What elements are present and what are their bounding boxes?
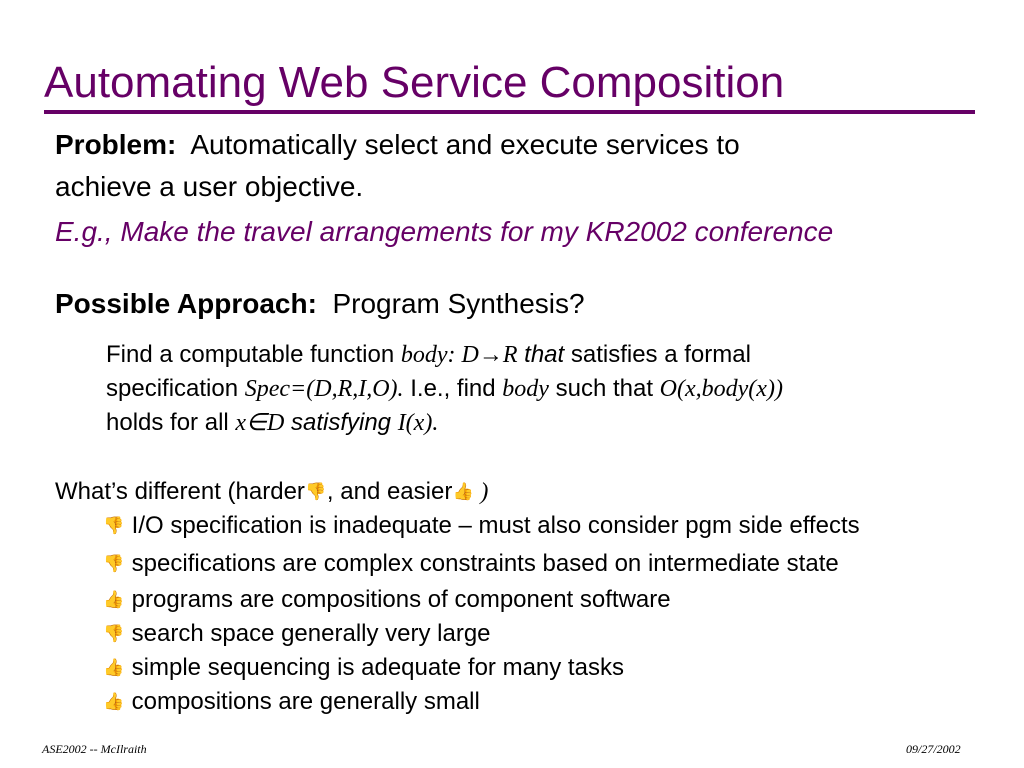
synthesis-text: specification — [106, 375, 245, 402]
problem-line-1 — [55, 128, 740, 162]
list-item-text: I/O specification is inadequate – must also consider pgm side effects — [131, 512, 860, 539]
synthesis-text-italic: satisfying — [284, 409, 398, 436]
synthesis-text-italic: that — [517, 341, 565, 368]
synthesis-text: holds for all — [106, 409, 236, 436]
list-item — [103, 652, 624, 684]
list-item-text: search space generally very large — [131, 620, 491, 647]
approach-label: Possible Approach: — [55, 288, 317, 319]
math-expr: Spec=(D,R,I,O). — [244, 376, 404, 402]
thumbs-up-icon: 👍 — [103, 658, 125, 677]
difference-text: ) — [474, 479, 489, 505]
list-item — [103, 618, 491, 650]
problem-label: Problem: — [55, 129, 177, 160]
synthesis-line-1 — [106, 339, 751, 371]
math-expr: I(x). — [397, 410, 439, 436]
difference-text: , and easier — [326, 478, 453, 505]
thumbs-down-icon: 👎 — [103, 516, 125, 535]
thumbs-up-icon: 👍 — [103, 692, 125, 711]
synthesis-text: satisfies a formal — [564, 341, 751, 368]
problem-text-1: Automatically select and execute services to — [190, 129, 740, 160]
synthesis-line-2 — [106, 373, 783, 405]
footer-date: 09/27/2002 — [906, 742, 961, 756]
list-item-text: simple sequencing is adequate for many tasks — [131, 654, 624, 681]
approach-text: Program Synthesis? — [332, 288, 585, 319]
thumbs-up-icon: 👍 — [103, 590, 125, 609]
synthesis-text: Find a computable function — [106, 341, 401, 368]
list-item-text: specifications are complex constraints based on intermediate state — [131, 550, 839, 577]
list-item-text: programs are compositions of component software — [131, 586, 671, 613]
math-expr: body — [502, 376, 549, 402]
thumbs-up-icon: 👍 — [452, 482, 474, 501]
example-text: E.g., Make the travel arrangements for my KR2002 conference — [55, 216, 834, 247]
problem-text-2: achieve a user objective. — [55, 171, 364, 202]
slide-title: Automating Web Service Composition — [44, 58, 785, 107]
thumbs-down-icon: 👎 — [305, 482, 327, 501]
thumbs-down-icon: 👎 — [103, 624, 125, 643]
math-expr: x∈D — [235, 410, 285, 436]
math-expr: O(x,body(x)) — [659, 376, 783, 402]
approach-line — [55, 287, 585, 321]
thumbs-down-icon: 👎 — [103, 554, 125, 573]
list-item — [103, 584, 671, 616]
title-underline — [44, 110, 975, 114]
list-item — [103, 548, 839, 580]
list-item — [103, 510, 860, 542]
difference-text: What’s different (harder — [55, 478, 305, 505]
footer-left: ASE2002 -- McIlraith — [42, 742, 147, 756]
list-item-text: compositions are generally small — [131, 688, 480, 715]
synthesis-line-3 — [106, 407, 438, 439]
synthesis-text: I.e., find — [403, 375, 503, 402]
list-item — [103, 686, 480, 718]
synthesis-text: such that — [548, 375, 660, 402]
difference-intro — [55, 476, 488, 508]
math-expr: body: D→R — [400, 342, 518, 368]
